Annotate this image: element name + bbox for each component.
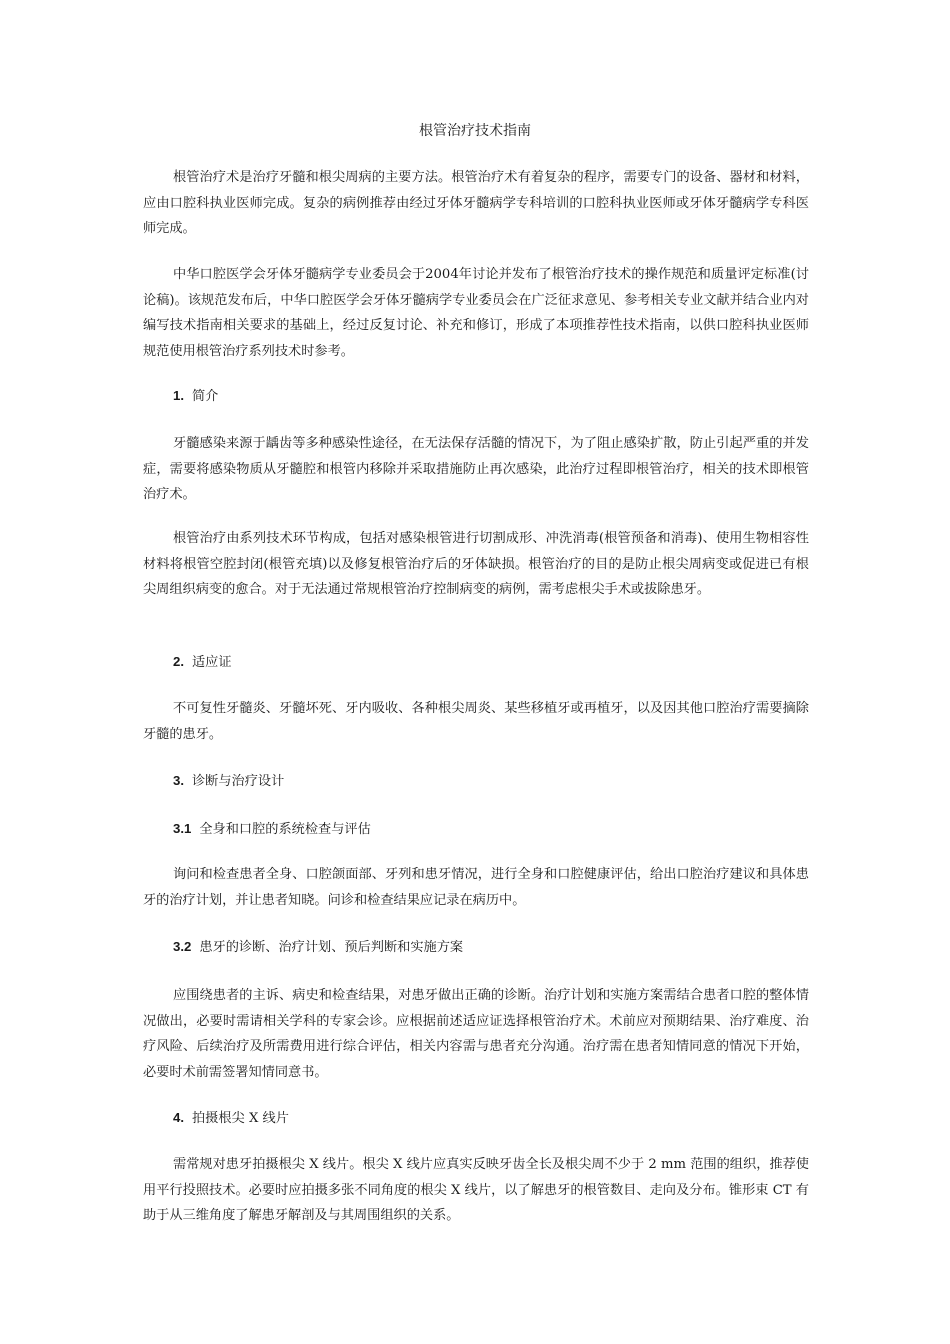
intro-paragraph-2: 中华口腔医学会牙体牙髓病学专业委员会于2004年讨论并发布了根管治疗技术的操作规范和质量评定标准(讨论稿)。该规范发布后，中华口腔医学会牙体牙髓病学专业委员会在广泛征求意见、参考相关专业文献并结合业内对编写技术指南相关要求的基础上，经过反复讨论、补充和修订，形成了本项推荐性技术指南，以供口腔科执业医师规范使用根管治疗系列技术时参考。: [143, 267, 809, 360]
subsection-heading-3-2: [173, 937, 463, 958]
section-heading-introduction: [173, 386, 218, 407]
indications-paragraph: 不可复性牙髓炎、牙髓坏死、牙内吸收、各种根尖周炎、某些移植牙或再植牙，以及因其他口腔治疗需要摘除牙髓的患牙。: [143, 701, 809, 742]
section-title: 拍摄根尖 X 线片: [192, 1111, 289, 1126]
section-number: 3.: [173, 773, 184, 788]
intro-paragraph-1: 根管治疗术是治疗牙髓和根尖周病的主要方法。根管治疗术有着复杂的程序，需要专门的设备、器材和材料，应由口腔科执业医师完成。复杂的病例推荐由经过牙体牙髓病学专科培训的口腔科执业医师或牙体牙髓病学专科医师完成。: [143, 170, 809, 237]
introduction-paragraph-2: 根管治疗由系列技术环节构成，包括对感染根管进行切割成形、冲洗消毒(根管预备和消毒)、使用生物相容性材料将根管空腔封闭(根管充填)以及修复根管治疗后的牙体缺损。根管治疗的目的是防止根尖周病变或促进已有根尖周组织病变的愈合。对于无法通过常规根管治疗控制病变的病例，需考虑根尖手术或拔除患牙。: [143, 531, 809, 598]
section-title: 适应证: [192, 655, 232, 670]
document-title: 根管治疗技术指南: [419, 123, 531, 139]
subsection-3-1-paragraph: 询问和检查患者全身、口腔颌面部、牙列和患牙情况，进行全身和口腔健康评估，给出口腔治疗建议和具体患牙的治疗计划，并让患者知晓。问诊和检查结果应记录在病历中。: [143, 867, 809, 908]
section-title: 诊断与治疗设计: [192, 774, 285, 789]
section-number: 3.2: [173, 939, 192, 954]
xray-paragraph: 需常规对患牙拍摄根尖 X 线片。根尖 X 线片应真实反映牙齿全长及根尖周不少于 2 mm 范围的组织，推荐使用平行投照技术。必要时应拍摄多张不同角度的根尖 X 线片，以了解患牙的根管数目、走向及分布。锥形束 CT 有助于从三维角度了解患牙解剖及与其周围组织的关系。: [143, 1157, 809, 1224]
section-title: 患牙的诊断、治疗计划、预后判断和实施方案: [199, 940, 464, 955]
section-heading-diagnosis: [173, 771, 284, 792]
section-number: 2.: [173, 654, 184, 669]
section-title: 全身和口腔的系统检查与评估: [199, 822, 371, 837]
subsection-3-2-paragraph: 应围绕患者的主诉、病史和检查结果，对患牙做出正确的诊断。治疗计划和实施方案需结合患者口腔的整体情况做出，必要时需请相关学科的专家会诊。应根据前述适应证选择根管治疗术。术前应对预期结果、治疗难度、治疗风险、后续治疗及所需费用进行综合评估，相关内容需与患者充分沟通。治疗需在患者知情同意的情况下开始，必要时术前需签署知情同意书。: [143, 988, 809, 1081]
subsection-heading-3-1: [173, 819, 371, 840]
section-number: 4.: [173, 1110, 184, 1125]
section-title: 简介: [192, 389, 219, 404]
section-number: 3.1: [173, 821, 192, 836]
introduction-paragraph-1: 牙髓感染来源于龋齿等多种感染性途径，在无法保存活髓的情况下，为了阻止感染扩散，防止引起严重的并发症，需要将感染物质从牙髓腔和根管内移除并采取措施防止再次感染，此治疗过程即根管治疗，相关的技术即根管治疗术。: [143, 436, 809, 503]
section-number: 1.: [173, 388, 184, 403]
section-heading-xray: [173, 1108, 289, 1129]
section-heading-indications: [173, 652, 232, 673]
